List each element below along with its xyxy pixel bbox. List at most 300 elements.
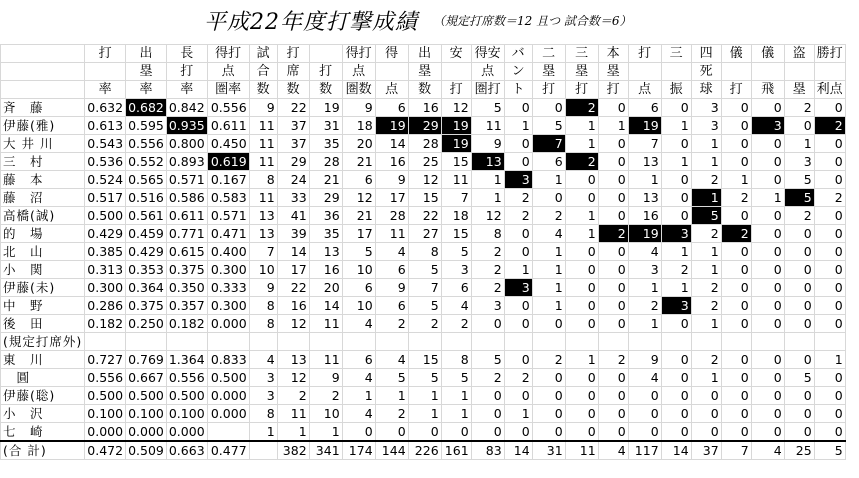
player-row bbox=[1, 297, 846, 315]
stat-cell: 1 bbox=[661, 243, 691, 261]
player-row bbox=[1, 99, 846, 117]
player-name: 大 井 川 bbox=[1, 135, 85, 153]
stat-cell: 0 bbox=[721, 243, 751, 261]
stat-cell: 2 bbox=[691, 171, 721, 189]
stat-cell: 0.333 bbox=[207, 279, 249, 297]
stat-cell: 0 bbox=[598, 279, 628, 297]
stat-cell: 8 bbox=[441, 351, 471, 369]
header-cell: 合 bbox=[249, 63, 277, 81]
header-cell: 点 bbox=[375, 81, 408, 99]
stat-cell: 5 bbox=[784, 189, 814, 207]
stat-cell: 12 bbox=[277, 315, 309, 333]
stat-cell: 11 bbox=[249, 117, 277, 135]
stat-cell: 1 bbox=[565, 207, 598, 225]
stat-cell: 0 bbox=[532, 189, 565, 207]
header-cell: 打 bbox=[721, 81, 751, 99]
player-row bbox=[1, 315, 846, 333]
stat-cell: 0 bbox=[342, 423, 375, 442]
header-cell: 数 bbox=[249, 81, 277, 99]
stat-cell: 0.663 bbox=[166, 441, 207, 460]
stat-cell: 12 bbox=[277, 369, 309, 387]
stat-cell: 0 bbox=[565, 171, 598, 189]
stat-cell: 2 bbox=[375, 405, 408, 423]
stat-cell: 0 bbox=[598, 171, 628, 189]
header-cell: 率 bbox=[85, 81, 126, 99]
stat-cell: 1 bbox=[628, 279, 661, 297]
player-row bbox=[1, 423, 846, 442]
page-title: 平成22年度打撃成績 bbox=[204, 10, 418, 35]
stat-cell: 0.450 bbox=[207, 135, 249, 153]
stat-cell: 144 bbox=[375, 441, 408, 460]
stat-cell: 0 bbox=[751, 207, 784, 225]
stat-cell: 2 bbox=[471, 261, 504, 279]
stat-cell: 0.000 bbox=[207, 315, 249, 333]
stat-cell: 1 bbox=[814, 351, 845, 369]
stat-cell: 1 bbox=[565, 117, 598, 135]
stat-cell: 11 bbox=[441, 171, 471, 189]
header-cell: 得打 bbox=[207, 45, 249, 63]
stat-cell: 0.313 bbox=[85, 261, 126, 279]
stat-cell: 0 bbox=[598, 423, 628, 442]
header-cell bbox=[1, 63, 85, 81]
stat-cell: 0 bbox=[814, 405, 845, 423]
stat-cell: 0 bbox=[784, 243, 814, 261]
stat-cell: 0 bbox=[598, 315, 628, 333]
stat-cell: 0 bbox=[661, 189, 691, 207]
stat-cell: 2 bbox=[721, 189, 751, 207]
stat-cell: 2 bbox=[565, 153, 598, 171]
stat-cell: 0 bbox=[721, 423, 751, 442]
header-cell: 席 bbox=[277, 63, 309, 81]
header-cell: 塁 bbox=[408, 63, 441, 81]
stat-cell: 5 bbox=[814, 441, 845, 460]
stat-cell: 0 bbox=[565, 243, 598, 261]
stat-cell: 10 bbox=[342, 261, 375, 279]
player-name: 東 川 bbox=[1, 351, 85, 369]
stat-cell: 0 bbox=[751, 405, 784, 423]
header-cell: 点 bbox=[471, 63, 504, 81]
stat-cell: 117 bbox=[628, 441, 661, 460]
stat-cell: 0.727 bbox=[85, 351, 126, 369]
stat-cell: 21 bbox=[342, 153, 375, 171]
stat-cell: 11 bbox=[375, 225, 408, 243]
header-cell bbox=[661, 63, 691, 81]
stat-cell: 0 bbox=[814, 171, 845, 189]
stat-cell: 3 bbox=[628, 261, 661, 279]
stat-cell: 1 bbox=[309, 423, 342, 442]
stat-cell: 11 bbox=[471, 117, 504, 135]
stat-cell: 7 bbox=[721, 441, 751, 460]
stat-cell: 1 bbox=[441, 387, 471, 405]
stat-cell: 0.524 bbox=[85, 171, 126, 189]
stat-cell: 0.800 bbox=[166, 135, 207, 153]
stat-cell: 1 bbox=[504, 261, 532, 279]
stat-cell: 0 bbox=[814, 243, 845, 261]
header-cell: 打 bbox=[441, 81, 471, 99]
stat-cell: 6 bbox=[342, 171, 375, 189]
stat-cell: 18 bbox=[441, 207, 471, 225]
header-cell: 球 bbox=[691, 81, 721, 99]
header-cell: 出 bbox=[126, 45, 167, 63]
stat-cell: 0.364 bbox=[126, 279, 167, 297]
stat-cell: 0 bbox=[661, 315, 691, 333]
stat-cell: 0.565 bbox=[126, 171, 167, 189]
stat-cell: 1 bbox=[691, 153, 721, 171]
stat-cell: 3 bbox=[661, 225, 691, 243]
stat-cell: 0.571 bbox=[166, 171, 207, 189]
stat-cell: 0.375 bbox=[166, 261, 207, 279]
header-cell: 儀 bbox=[721, 45, 751, 63]
stat-cell: 1 bbox=[691, 189, 721, 207]
stat-cell: 4 bbox=[751, 441, 784, 460]
stat-cell: 9 bbox=[375, 279, 408, 297]
stat-cell: 1 bbox=[471, 171, 504, 189]
stat-cell: 0 bbox=[565, 423, 598, 442]
stat-cell: 2 bbox=[408, 315, 441, 333]
header-cell: 本 bbox=[598, 45, 628, 63]
stat-cell: 8 bbox=[249, 171, 277, 189]
stat-cell: 6 bbox=[628, 99, 661, 117]
stat-cell: 0 bbox=[691, 405, 721, 423]
stat-cell: 5 bbox=[408, 297, 441, 315]
stat-cell: 15 bbox=[441, 225, 471, 243]
stat-cell: 4 bbox=[375, 351, 408, 369]
outside-label: (規定打席外) bbox=[1, 333, 85, 351]
stat-cell: 2 bbox=[532, 207, 565, 225]
header-cell bbox=[628, 63, 661, 81]
header-cell bbox=[751, 63, 784, 81]
stat-cell: 35 bbox=[309, 135, 342, 153]
empty-cell bbox=[126, 333, 167, 351]
stat-cell: 1 bbox=[441, 405, 471, 423]
stat-cell: 0.500 bbox=[85, 207, 126, 225]
stat-cell: 25 bbox=[784, 441, 814, 460]
stat-cell: 0.250 bbox=[126, 315, 167, 333]
stat-cell: 14 bbox=[661, 441, 691, 460]
stat-cell: 0.100 bbox=[85, 405, 126, 423]
player-name: (合 計) bbox=[1, 441, 85, 460]
stat-cell: 3 bbox=[471, 297, 504, 315]
empty-cell bbox=[532, 333, 565, 351]
stat-cell: 0 bbox=[532, 423, 565, 442]
header-cell: 率 bbox=[126, 81, 167, 99]
stat-cell: 0 bbox=[504, 315, 532, 333]
header-cell bbox=[1, 81, 85, 99]
page-subtitle: （規定打席数＝12 且つ 試合数＝6） bbox=[433, 14, 632, 28]
header-cell: 塁 bbox=[532, 63, 565, 81]
stat-cell: 0 bbox=[784, 117, 814, 135]
stat-cell: 0 bbox=[784, 225, 814, 243]
player-name: 伊藤(聡) bbox=[1, 387, 85, 405]
stat-cell: 0.632 bbox=[85, 99, 126, 117]
stat-cell: 0 bbox=[751, 351, 784, 369]
total-row bbox=[1, 441, 846, 460]
empty-cell bbox=[628, 333, 661, 351]
stat-cell: 7 bbox=[628, 135, 661, 153]
stat-cell: 15 bbox=[408, 189, 441, 207]
stat-cell: 0 bbox=[661, 99, 691, 117]
stat-cell: 10 bbox=[249, 261, 277, 279]
stat-cell: 0 bbox=[784, 405, 814, 423]
stat-cell: 0.300 bbox=[207, 261, 249, 279]
stat-cell: 7 bbox=[249, 243, 277, 261]
stat-cell: 0 bbox=[661, 423, 691, 442]
stat-cell: 0.286 bbox=[85, 297, 126, 315]
header-cell bbox=[375, 63, 408, 81]
stat-cell: 4 bbox=[441, 297, 471, 315]
stat-cell: 0 bbox=[814, 315, 845, 333]
stat-cell: 8 bbox=[471, 225, 504, 243]
stat-cell: 0 bbox=[721, 153, 751, 171]
stat-cell: 0.769 bbox=[126, 351, 167, 369]
empty-cell bbox=[277, 333, 309, 351]
stat-cell: 0 bbox=[628, 423, 661, 442]
stat-cell: 0.357 bbox=[166, 297, 207, 315]
stat-cell: 5 bbox=[471, 351, 504, 369]
stat-cell: 0.182 bbox=[166, 315, 207, 333]
stat-cell: 0.571 bbox=[207, 207, 249, 225]
player-row bbox=[1, 225, 846, 243]
stat-cell: 3 bbox=[691, 117, 721, 135]
stat-cell: 12 bbox=[342, 189, 375, 207]
stat-cell: 6 bbox=[342, 279, 375, 297]
player-name: 七 崎 bbox=[1, 423, 85, 442]
empty-cell bbox=[342, 333, 375, 351]
stat-cell: 0.500 bbox=[85, 387, 126, 405]
header-cell: ン bbox=[504, 63, 532, 81]
stat-cell: 9 bbox=[249, 279, 277, 297]
stat-cell: 0 bbox=[661, 207, 691, 225]
stat-cell: 2 bbox=[691, 225, 721, 243]
stat-cell: 16 bbox=[277, 297, 309, 315]
header-cell: 点 bbox=[342, 63, 375, 81]
header-cell: 圏打 bbox=[471, 81, 504, 99]
stat-cell: 0 bbox=[814, 153, 845, 171]
stat-cell: 0 bbox=[784, 261, 814, 279]
stat-cell: 0 bbox=[598, 405, 628, 423]
stat-cell: 0.385 bbox=[85, 243, 126, 261]
stat-cell: 0 bbox=[721, 297, 751, 315]
stat-cell: 3 bbox=[661, 297, 691, 315]
stat-cell: 0 bbox=[784, 351, 814, 369]
stat-cell: 1 bbox=[691, 315, 721, 333]
stat-cell: 0.429 bbox=[85, 225, 126, 243]
stat-cell: 4 bbox=[628, 369, 661, 387]
stat-cell: 1 bbox=[504, 117, 532, 135]
stat-cell: 5 bbox=[784, 171, 814, 189]
stat-cell: 0 bbox=[721, 387, 751, 405]
stat-cell: 0 bbox=[814, 297, 845, 315]
stat-cell: 13 bbox=[309, 243, 342, 261]
stat-cell: 0 bbox=[598, 99, 628, 117]
stat-cell: 0 bbox=[721, 135, 751, 153]
header-cell: 利点 bbox=[814, 81, 845, 99]
stat-cell: 8 bbox=[249, 297, 277, 315]
stat-cell: 21 bbox=[309, 171, 342, 189]
stat-cell: 0 bbox=[721, 99, 751, 117]
header-cell: 得 bbox=[375, 45, 408, 63]
stat-cell: 0 bbox=[471, 315, 504, 333]
stat-cell: 0 bbox=[504, 387, 532, 405]
stat-cell: 11 bbox=[249, 189, 277, 207]
header-cell: 出 bbox=[408, 45, 441, 63]
stat-cell: 0.613 bbox=[85, 117, 126, 135]
stat-cell: 1 bbox=[628, 315, 661, 333]
stat-cell: 0 bbox=[814, 99, 845, 117]
stat-cell: 1 bbox=[661, 279, 691, 297]
player-name: 小 沢 bbox=[1, 405, 85, 423]
stat-cell: 0.182 bbox=[85, 315, 126, 333]
stat-cell: 13 bbox=[249, 225, 277, 243]
stat-cell: 13 bbox=[628, 153, 661, 171]
stat-cell: 5 bbox=[408, 261, 441, 279]
header-cell: 打 bbox=[85, 45, 126, 63]
header-cell: 死 bbox=[691, 63, 721, 81]
stat-cell: 0 bbox=[661, 171, 691, 189]
stat-cell: 0 bbox=[751, 369, 784, 387]
stat-cell: 6 bbox=[375, 261, 408, 279]
stat-cell: 2 bbox=[814, 117, 845, 135]
stat-cell: 4 bbox=[598, 441, 628, 460]
stat-cell: 0 bbox=[565, 369, 598, 387]
stat-cell: 0.500 bbox=[126, 387, 167, 405]
stat-cell: 0 bbox=[661, 387, 691, 405]
stat-cell: 9 bbox=[375, 171, 408, 189]
player-row bbox=[1, 171, 846, 189]
stat-cell: 1 bbox=[249, 423, 277, 442]
stat-cell bbox=[207, 423, 249, 442]
stat-cell: 1 bbox=[408, 387, 441, 405]
stat-cell: 12 bbox=[408, 171, 441, 189]
stat-cell: 12 bbox=[441, 99, 471, 117]
stat-cell: 1 bbox=[565, 225, 598, 243]
stat-cell: 0 bbox=[504, 135, 532, 153]
player-row bbox=[1, 153, 846, 171]
stat-cell: 0.472 bbox=[85, 441, 126, 460]
header-cell: 三 bbox=[661, 45, 691, 63]
stat-cell: 0.509 bbox=[126, 441, 167, 460]
stat-cell: 11 bbox=[277, 405, 309, 423]
stat-cell: 0.611 bbox=[207, 117, 249, 135]
stat-cell: 4 bbox=[249, 351, 277, 369]
header-cell: 盗 bbox=[784, 45, 814, 63]
stat-cell: 13 bbox=[249, 207, 277, 225]
stat-cell: 0.611 bbox=[166, 207, 207, 225]
stat-cell: 0.667 bbox=[126, 369, 167, 387]
stat-cell: 0.353 bbox=[126, 261, 167, 279]
stat-cell: 0.167 bbox=[207, 171, 249, 189]
header-cell: 点 bbox=[207, 63, 249, 81]
stat-cell: 0 bbox=[814, 225, 845, 243]
stat-cell: 9 bbox=[309, 369, 342, 387]
stat-cell: 0 bbox=[408, 423, 441, 442]
stat-cell: 1 bbox=[532, 261, 565, 279]
header-cell: 数 bbox=[277, 81, 309, 99]
stat-cell: 0.100 bbox=[126, 405, 167, 423]
stat-cell: 25 bbox=[408, 153, 441, 171]
stat-cell: 0 bbox=[814, 423, 845, 442]
player-name: 的 場 bbox=[1, 225, 85, 243]
stat-cell: 2 bbox=[277, 387, 309, 405]
stat-cell: 12 bbox=[471, 207, 504, 225]
empty-cell bbox=[249, 333, 277, 351]
stat-cell: 83 bbox=[471, 441, 504, 460]
stat-cell: 1 bbox=[471, 189, 504, 207]
stat-cell: 28 bbox=[375, 207, 408, 225]
stat-cell: 1 bbox=[721, 171, 751, 189]
stat-cell: 1 bbox=[628, 171, 661, 189]
stat-cell: 22 bbox=[277, 279, 309, 297]
stat-cell: 1 bbox=[532, 279, 565, 297]
stat-cell: 39 bbox=[277, 225, 309, 243]
player-name: 三 村 bbox=[1, 153, 85, 171]
stat-cell: 35 bbox=[309, 225, 342, 243]
stat-cell: 0 bbox=[751, 135, 784, 153]
stat-cell: 21 bbox=[342, 207, 375, 225]
stat-cell: 19 bbox=[309, 99, 342, 117]
stat-cell: 0 bbox=[598, 153, 628, 171]
player-name: 藤 沼 bbox=[1, 189, 85, 207]
stat-cell: 1 bbox=[691, 261, 721, 279]
stat-cell: 9 bbox=[628, 351, 661, 369]
stat-cell: 0 bbox=[721, 315, 751, 333]
header-cell: ト bbox=[504, 81, 532, 99]
stat-cell: 3 bbox=[249, 369, 277, 387]
stat-cell: 5 bbox=[375, 369, 408, 387]
stat-cell: 20 bbox=[342, 135, 375, 153]
stat-cell: 0 bbox=[751, 315, 784, 333]
stat-cell: 6 bbox=[375, 297, 408, 315]
stat-cell: 15 bbox=[408, 351, 441, 369]
stat-cell: 226 bbox=[408, 441, 441, 460]
empty-cell bbox=[784, 333, 814, 351]
stat-cell: 4 bbox=[375, 243, 408, 261]
stat-cell: 0.615 bbox=[166, 243, 207, 261]
stat-cell: 2 bbox=[504, 189, 532, 207]
outside-label-row bbox=[1, 333, 846, 351]
stat-cell: 19 bbox=[375, 117, 408, 135]
header-cell: 圏率 bbox=[207, 81, 249, 99]
player-name: 北 山 bbox=[1, 243, 85, 261]
stat-cell: 3 bbox=[504, 171, 532, 189]
stat-cell: 5 bbox=[441, 243, 471, 261]
stat-cell: 0.350 bbox=[166, 279, 207, 297]
empty-cell bbox=[309, 333, 342, 351]
stat-cell: 0 bbox=[751, 243, 784, 261]
stat-cell: 0 bbox=[504, 99, 532, 117]
header-row bbox=[1, 45, 846, 63]
stat-cell: 0.682 bbox=[126, 99, 167, 117]
stat-cell: 0.561 bbox=[126, 207, 167, 225]
empty-cell bbox=[565, 333, 598, 351]
stat-cell: 2 bbox=[598, 351, 628, 369]
empty-cell bbox=[207, 333, 249, 351]
stat-cell: 4 bbox=[342, 369, 375, 387]
stat-cell: 0 bbox=[784, 297, 814, 315]
stat-cell: 18 bbox=[342, 117, 375, 135]
stat-cell: 2 bbox=[532, 351, 565, 369]
stat-cell: 0 bbox=[691, 387, 721, 405]
empty-cell bbox=[751, 333, 784, 351]
stat-cell: 1 bbox=[691, 243, 721, 261]
player-row bbox=[1, 135, 846, 153]
stat-cell: 0.543 bbox=[85, 135, 126, 153]
stat-cell: 17 bbox=[375, 189, 408, 207]
stat-cell: 6 bbox=[532, 153, 565, 171]
header-cell: 塁 bbox=[565, 63, 598, 81]
stat-cell: 19 bbox=[628, 225, 661, 243]
stat-cell: 0 bbox=[721, 405, 751, 423]
